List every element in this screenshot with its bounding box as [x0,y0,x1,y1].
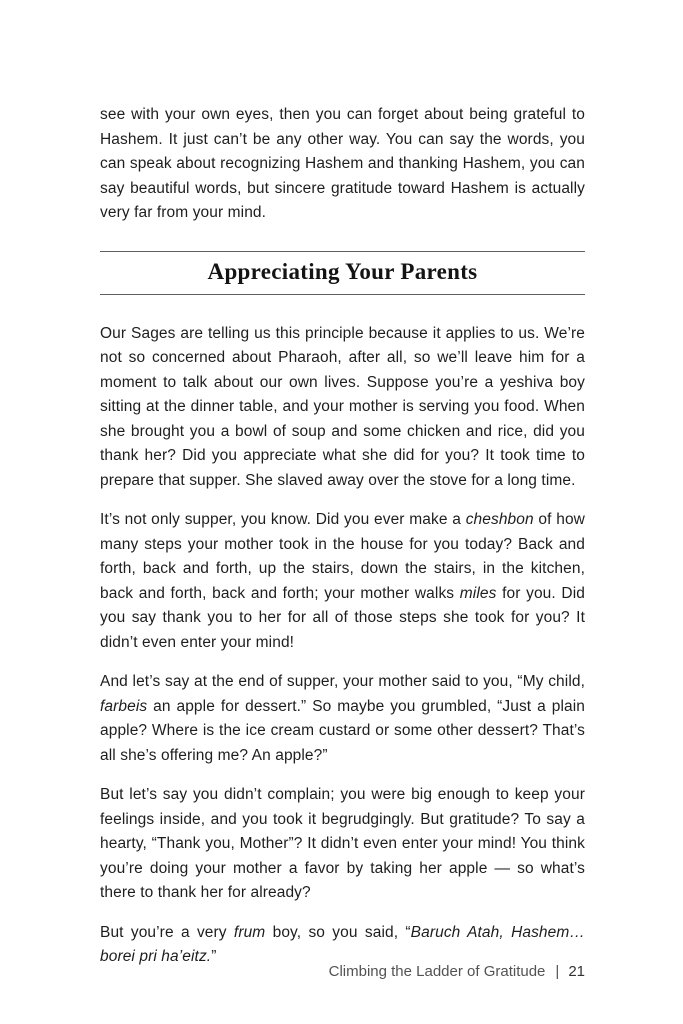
running-footer [329,962,585,982]
body-paragraph: It’s not only supper, you know. Did you ever make a cheshbon of how many steps your mother took in the house for you today? Back and forth, back and forth, up the stairs, down the stairs, in the kitchen, back and forth, back and forth; your mother walks miles for you. Did you say thank you to her for all of those steps she took for you? It didn’t even enter your mind! [100,511,585,651]
footer-page-number: 21 [568,963,585,980]
body-paragraph: But you’re a very frum boy, so you said, “Baruch Atah, Hashem… borei pri ha’eitz.” [100,923,585,965]
footer-separator: | [555,963,560,980]
body-paragraph: see with your own eyes, then you can forget about being grateful to Hashem. It just can’t be any other way. You can say the words, you can speak about recognizing Hashem and thanking Hashem, you can say beautiful words, but sincere gratitude toward Hashem is actually very far from your mind. [100,106,585,221]
body-paragraph: But let’s say you didn’t complain; you were big enough to keep your feelings inside, and you took it begrudgingly. But gratitude? To say a hearty, “Thank you, Mother”? It didn’t even enter your mind! You think you’re doing your mother a favor by taking her apple — so what’s there to thank her for already? [100,786,585,901]
footer-book-title: Climbing the Ladder of Gratitude [328,963,546,980]
section-heading-block [100,251,585,295]
body-copy [100,103,585,970]
body-paragraph: And let’s say at the end of supper, your mother said to you, “My child, farbeis an apple for dessert.” So maybe you grumbled, “Just a plain apple? Where is the ice cream custard or some other dessert? That’s all she’s offering me? An apple?” [100,673,585,764]
heading-rule-bottom [100,294,585,295]
section-heading: Appreciating Your Parents [207,258,478,284]
body-paragraph: Our Sages are telling us this principle because it applies to us. We’re not so concerned about Pharaoh, after all, so we’ll leave him for a moment to talk about our own lives. Suppose you’re a yeshiva boy sitting at the dinner table, and your mother is serving you food. When she brought you a bowl of soup and some chicken and rice, did you thank her? Did you appreciate what she did for you? It took time to prepare that supper. She slaved away over the stove for a long time. [100,324,585,489]
